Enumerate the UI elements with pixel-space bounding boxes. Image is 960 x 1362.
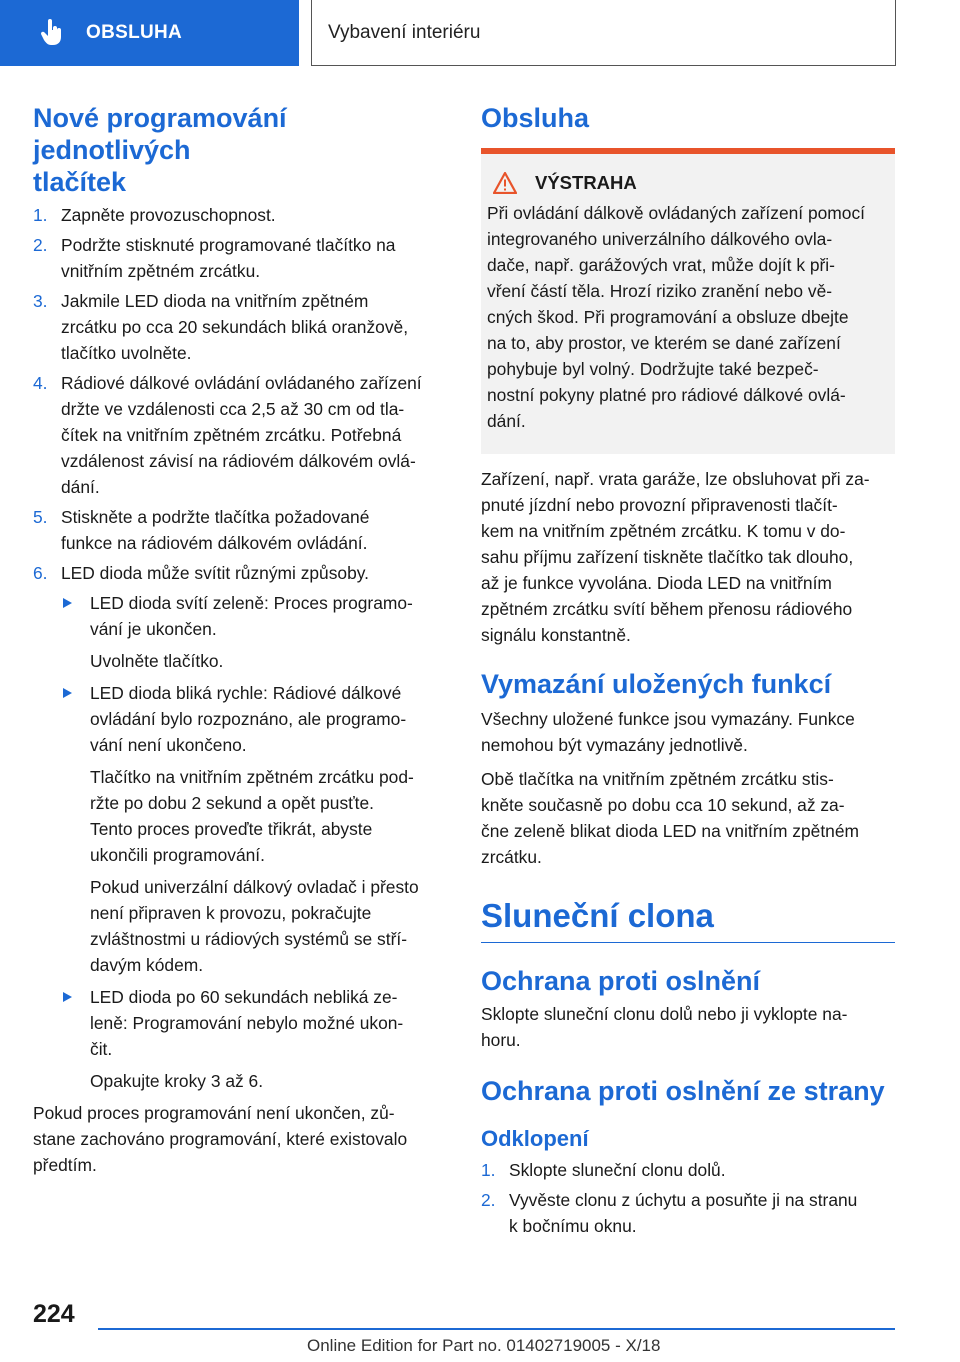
page-number: 224 — [33, 1300, 75, 1328]
text-line: na to, aby prostor, ve kterém se dané zařízení — [487, 333, 841, 353]
text-line: nostní pokyny platné pro rádiové dálkové ovlá‐ — [487, 385, 846, 405]
text-line: držte ve vzdálenosti cca 2,5 až 30 cm od tla‐ — [61, 399, 405, 419]
list-item — [33, 202, 448, 228]
step-number: 2. — [33, 235, 48, 255]
text-line: funkce na rádiovém dálkovém ovládání. — [61, 533, 368, 553]
ochrana-strany-heading: Ochrana proti oslnění ze strany — [481, 1076, 885, 1106]
text-line: až je funkce vyvolána. Dioda LED na vnitřním — [481, 573, 832, 593]
section-label: Vybavení interiéru — [328, 21, 481, 43]
list-item — [33, 370, 448, 500]
text-line: signálu konstantně. — [481, 625, 631, 645]
text-line: čítek na vnitřním zpětném zrcátku. Potřebná — [61, 425, 402, 445]
text-line: Všechny uložené funkce jsou vymazány. Funkce — [481, 709, 855, 729]
list-item — [33, 680, 448, 758]
text-line: LED dioda bliká rychle: Rádiové dálkové — [90, 683, 402, 703]
ochrana-heading: Ochrana proti oslnění — [481, 966, 761, 996]
clona-heading: Sluneční clona — [481, 897, 714, 934]
text-line: Tento proces proveďte třikrát, abyste — [90, 819, 373, 839]
text-line: zpětném zrcátku svítí během přenosu rádiového — [481, 599, 853, 619]
text-line: pohybuje byl volný. Dodržujte také bezpeč‐ — [487, 359, 819, 379]
warning-text — [487, 200, 889, 434]
text-line: sahu příjmu zařízení tiskněte tlačítko tak dlouho, — [481, 547, 854, 567]
bullet-triangle-icon — [63, 688, 72, 698]
text-line: Pokud proces programování není ukončen, zů‐ — [33, 1103, 395, 1123]
obsluha-heading: Obsluha — [481, 103, 590, 133]
text-line: Obě tlačítka na vnitřním zpětném zrcátku stis‐ — [481, 769, 834, 789]
footer-rule — [98, 1328, 895, 1330]
text-line: Tlačítko na vnitřním zpětném zrcátku pod‐ — [90, 767, 414, 787]
text-line: vání není ukončeno. — [90, 735, 247, 755]
text-line: vření částí těla. Hrozí riziko zranění nebo vě‐ — [487, 281, 833, 301]
text-line: čne zeleně blikat dioda LED na vnitřním zpětném — [481, 821, 859, 841]
sub-paragraph — [33, 764, 448, 868]
text-line: Zapněte provozuschopnost. — [61, 205, 276, 225]
vymazani-paragraph-2 — [481, 766, 895, 870]
text-line: zvláštnostmi u rádiových systémů se stří‐ — [90, 929, 407, 949]
text-line: pnuté jízdní nebo provozní připravenosti tlačít‐ — [481, 495, 838, 515]
text-line: Jakmile LED dioda na vnitřním zpětném — [61, 291, 369, 311]
text-line: LED dioda může svítit různými způsoby. — [61, 563, 370, 583]
text-line: Rádiové dálkové ovládání ovládaného zařízení — [61, 373, 422, 393]
list-item — [33, 984, 448, 1062]
step-number: 4. — [33, 373, 48, 393]
text-line: davým kódem. — [90, 955, 204, 975]
closing-paragraph — [33, 1100, 448, 1178]
step-number: 5. — [33, 507, 48, 527]
text-line: není připraven k provozu, pokračujte — [90, 903, 372, 923]
step-number: 6. — [33, 563, 48, 583]
vymazani-heading: Vymazání uložených funkcí — [481, 669, 832, 699]
text-line: tlačítko uvolněte. — [61, 343, 192, 363]
list-item — [481, 1187, 895, 1239]
list-item — [33, 288, 448, 366]
clona-heading-block — [481, 896, 895, 943]
step-number: 3. — [33, 291, 48, 311]
text-line: kněte současně po dobu cca 10 sekund, až za‐ — [481, 795, 845, 815]
text-line: Sklopte sluneční clonu dolů. — [509, 1160, 726, 1180]
list-item — [33, 232, 448, 284]
text-line: kem na vnitřním zpětném zrcátku. K tomu v do‐ — [481, 521, 846, 541]
text-line: dání. — [61, 477, 100, 497]
sub-paragraph — [33, 648, 448, 674]
hand-pointer-icon — [40, 19, 64, 47]
text-line: zrcátku po cca 20 sekundách bliká oranžově, — [61, 317, 409, 337]
text-line: vzdálenost závisí na rádiovém dálkovém ovlá‐ — [61, 451, 416, 471]
warning-title: VÝSTRAHA — [487, 172, 889, 194]
text-line: Opakujte kroky 3 až 6. — [90, 1071, 264, 1091]
text-line: integrovaného univerzálního dálkového ovla‐ — [487, 229, 833, 249]
warning-triangle-icon — [493, 172, 517, 194]
text-line: čit. — [90, 1039, 113, 1059]
edition-text: Online Edition for Part no. 01402719005 - X/18 — [307, 1336, 661, 1355]
warning-box — [481, 148, 895, 454]
text-line: vání je ukončen. — [90, 619, 217, 639]
sub-paragraph — [33, 874, 448, 978]
text-line: zrcátku. — [481, 847, 542, 867]
text-line: nemohou být vymazány jednotlivě. — [481, 735, 748, 755]
text-line: ržte po dobu 2 sekund a opět pusťte. — [90, 793, 375, 813]
text-line: Vyvěste clonu z úchytu a posuňte ji na stranu — [509, 1190, 858, 1210]
vymazani-paragraph-1 — [481, 706, 895, 758]
odklopeni-heading: Odklopení — [481, 1126, 589, 1151]
ochrana-paragraph — [481, 1001, 895, 1053]
text-line: LED dioda po 60 sekundách nebliká ze‐ — [90, 987, 398, 1007]
text-line: Při ovládání dálkově ovládaných zařízení pomocí — [487, 203, 865, 223]
text-line: Pokud univerzální dálkový ovladač i přesto — [90, 877, 419, 897]
bullet-triangle-icon — [63, 598, 72, 608]
list-item — [33, 560, 448, 586]
text-line: horu. — [481, 1030, 521, 1050]
odklopeni-steps — [481, 1157, 895, 1239]
text-line: Podržte stisknuté programované tlačítko na — [61, 235, 396, 255]
text-line: vnitřním zpětném zrcátku. — [61, 261, 261, 281]
left-column — [33, 102, 448, 1178]
led-states-list — [33, 590, 448, 1094]
text-line: leně: Programování nebylo možné ukon‐ — [90, 1013, 404, 1033]
text-line: Sklopte sluneční clonu dolů nebo ji vyklopte na‐ — [481, 1004, 848, 1024]
right-column — [481, 102, 895, 1243]
text-line: Uvolněte tlačítko. — [90, 651, 224, 671]
text-line: LED dioda svítí zeleně: Proces programo‐ — [90, 593, 413, 613]
step-number: 1. — [481, 1160, 496, 1180]
text-line: Zařízení, např. vrata garáže, lze obsluhovat při za‐ — [481, 469, 870, 489]
text-line: dání. — [487, 411, 526, 431]
step-number: 1. — [33, 205, 48, 225]
text-line: k bočnímu oknu. — [509, 1216, 637, 1236]
programming-steps — [33, 202, 448, 586]
list-item — [481, 1157, 895, 1183]
text-line: Stiskněte a podržte tlačítka požadované — [61, 507, 370, 527]
text-line: předtím. — [33, 1155, 97, 1175]
text-line: ukončili programování. — [90, 845, 265, 865]
list-item — [33, 590, 448, 642]
programming-heading: Nové programování jednotlivých tlačítek — [33, 103, 287, 197]
bullet-triangle-icon — [63, 992, 72, 1002]
step-number: 2. — [481, 1190, 496, 1210]
text-line: stane zachováno programování, které existovalo — [33, 1129, 408, 1149]
chapter-tab[interactable] — [0, 0, 299, 66]
section-header — [311, 0, 896, 66]
sub-paragraph — [33, 1068, 448, 1094]
text-line: ovládání bylo rozpoznáno, ale programo‐ — [90, 709, 407, 729]
obsluha-paragraph — [481, 466, 895, 648]
text-line: dače, např. garážových vrat, může dojít k při‐ — [487, 255, 835, 275]
chapter-label: OBSLUHA — [86, 22, 183, 43]
list-item — [33, 504, 448, 556]
text-line: cných škod. Při programování a obsluze dbejte — [487, 307, 849, 327]
